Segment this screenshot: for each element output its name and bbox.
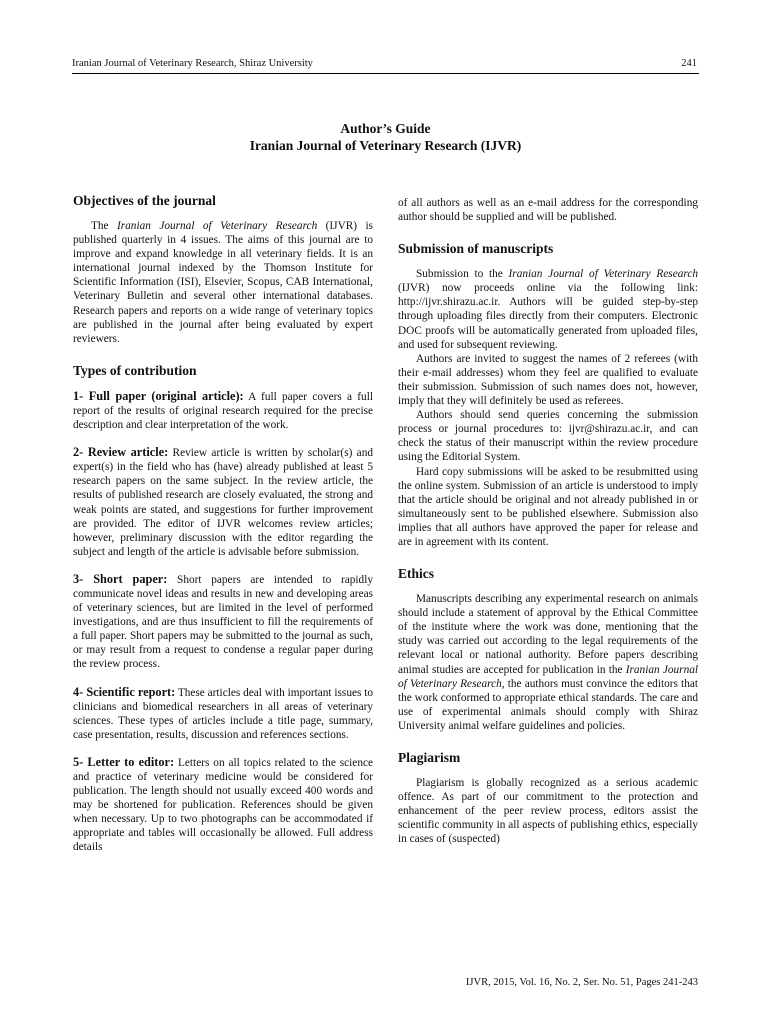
ethics-heading: Ethics [398,566,435,582]
header-journal-name: Iranian Journal of Veterinary Research, Shiraz University [72,58,313,69]
types-heading: Types of contribution [73,362,197,378]
left-column [73,192,373,855]
submission-paragraph-3: Authors should send queries concerning the submission process or journal procedures to: ijvr@shirazu.ac.ir, and can check the status of their manuscript within the review procedure using the Editorial System. [398,409,698,464]
document-title [72,120,699,154]
journal-name-italic: Iranian Journal of Veterinary Research [117,220,318,232]
title-line-1: Author’s Guide [340,121,431,136]
letter-continuation: of all authors as well as an e-mail address for the corresponding author should be supplied and will be published. [398,197,698,224]
submission-paragraph-2: Authors are invited to suggest the names of 2 referees (with their e-mail addresses) whom they feel are qualified to evaluate their submission. Submission of such names does not, however, imply that they will definitely be used as referees. [398,352,698,408]
plagiarism-paragraph: Plagiarism is globally recognized as a serious academic offence. As part of our commitment to the protection and enhancement of the peer review process, editors assist the scientific community in all aspects of publishing ethics, especially in cases of (suspected) [398,777,698,846]
scientific-report-item: 4- Scientific report: These articles deal with important issues to clinicians and biomedical researchers in all areas of veterinary sciences. These types of articles include a title page, summary, case presentation, results, discussion and references sections. [73,684,373,741]
right-column [398,196,698,846]
journal-name-italic: Iranian Journal of Veterinary Research [398,663,699,690]
page-footer: IJVR, 2015, Vol. 16, No. 2, Ser. No. 51, Pages 241-243 [465,977,698,988]
objectives-paragraph: The Iranian Journal of Veterinary Research (IJVR) is published quarterly in 4 issues. The aims of this journal are to improve and expand knowledge in all veterinary fields. It is an international journal indexed by the Thomson Institute for Scientific Information (ISI), Elsevier, Scopus, CAB International, Veterinary Bulletin and several other international databases. Research papers and reports on a wide range of veterinary topics are published in the journal after being evaluated by expert reviewers. [73,220,373,345]
journal-name-italic: Iranian Journal of Veterinary Research [508,268,698,281]
page-number: 241 [681,58,697,69]
title-line-2: Iranian Journal of Veterinary Research (IJVR) [249,138,522,153]
short-paper-item: 3- Short paper: Short papers are intended to rapidly communicate novel ideas and results in new and developing areas of veterinary sciences, but are limited in the level of performed investigations, and are thus insufficient to fill the requirements of a full paper. Short papers may be submitted to the journal as such, or may result from a request to condense a regular paper during the review process. [73,571,373,671]
plagiarism-heading: Plagiarism [398,750,461,765]
submission-paragraph-4: Hard copy submissions will be asked to be resubmitted using the online system. Submission of an article is understood to imply that the article should be original and not already published in or simultaneously sent to be published elsewhere. Submission also implies that all authors have approved the paper for release and are in agreement with its content. [398,465,698,548]
submission-heading: Submission of manuscripts [398,241,554,257]
ethics-paragraph: Manuscripts describing any experimental research on animals should include a statement of approval by the Ethical Committee of the institute where the work was done, mentioning that the study was carried out according to the legal requirements of the relevant local or national authority. Before papers describing animal studies are accepted for publication in the Iranian Journal of Veterinary Research, the authors must convince the editors that the work conformed to appropriate ethical standards. The care and use of experimental animals should comply with Shiraz University animal welfare guidelines and policies. [398,593,699,732]
full-paper-item: 1- Full paper (original article): A full paper covers a full report of the results of original research required for the precise description and clear interpretation of the work. [73,388,373,432]
running-header [72,57,699,74]
review-article-item: 2- Review article: Review article is written by scholar(s) and expert(s) in the field who has (have) already published at least 5 research papers on the same subject. In the review article, the results of published research are closely evaluated, the strong and weak points are stated, and suggestions for further improvement are provided. The editor of IJVR welcomes review articles; however, preliminary discussion with the editor regarding the subject and length of the article is advisable before submission. [73,445,373,558]
submission-paragraph-1: Submission to the Iranian Journal of Veterinary Research (IJVR) now proceeds online via the following link: http://ijvr.shirazu.ac.ir. Authors will be guided step-by-step through uploading files directly from their computers. Electronic DOC proofs will be automatically generated from uploaded files, and used for subsequent reviewing. [398,268,698,351]
letter-to-editor-item: 5- Letter to editor: Letters on all topics related to the science and practice of veterinary medicine would be considered for publication. The length should not usually exceed 400 words and may be shortened for publication. References should be given when necessary. Up to two photographs can be accommodated if appropriate and tables will occasionally be allowed. Full address details [73,754,373,854]
objectives-heading: Objectives of the journal [73,193,216,208]
